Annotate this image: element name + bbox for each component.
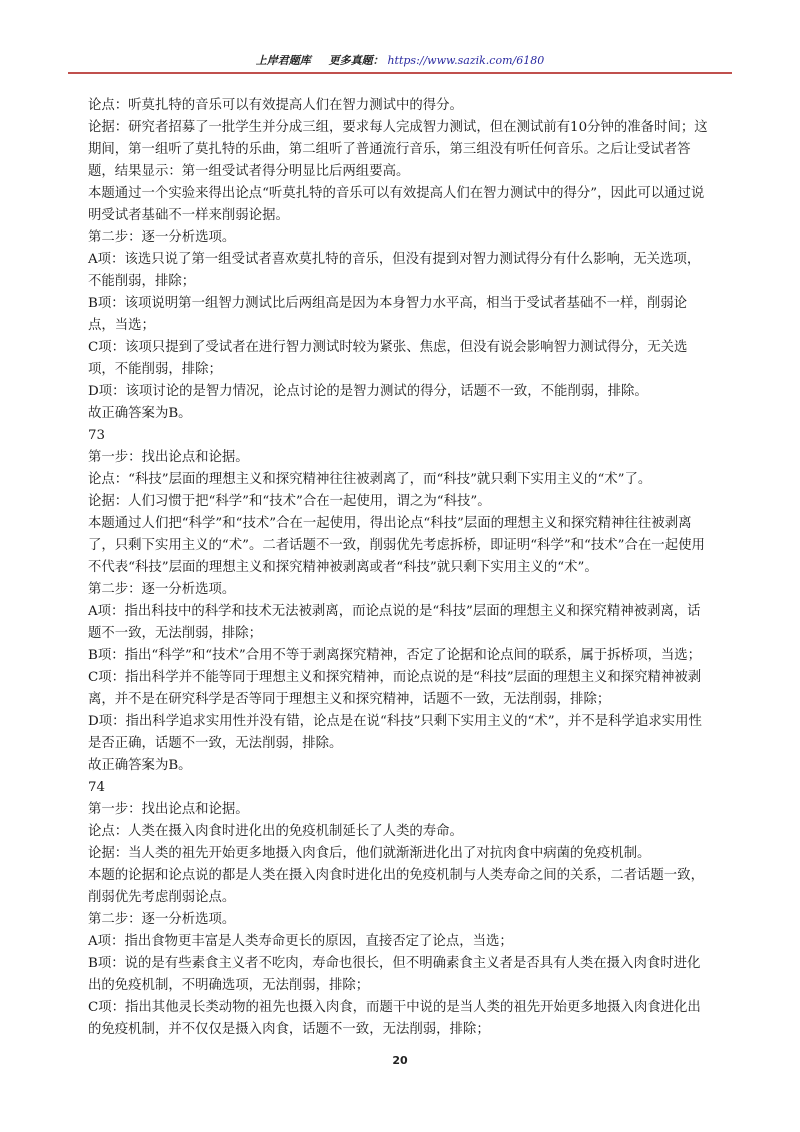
question-number: 74 (88, 780, 106, 795)
paragraph: 论点：“科技”层面的理想主义和探究精神往往被剥离了，而“科技”就只剩下实用主义的“术”了。 (88, 472, 652, 487)
paragraph: A项：指出科技中的科学和技术无法被剥离，而论点说的是“科技”层面的理想主义和探究精神被剥离，话题不一致，无法削弱，排除； (88, 604, 701, 641)
paragraph: 第二步：逐一分析选项。 (88, 582, 236, 597)
paragraph: 论据：当人类的祖先开始更多地摄入肉食后，他们就渐渐进化出了对抗肉食中病菌的免疫机制。 (88, 846, 651, 861)
paragraph: B项：该项说明第一组智力测试比后两组高是因为本身智力水平高，相当于受试者基础不一样，削弱论点，当选； (88, 296, 688, 333)
paragraph: 论点：人类在摄入肉食时进化出的免疫机制延长了人类的寿命。 (88, 824, 463, 839)
paragraph: 论据：人们习惯于把“科学”和“技术”合在一起使用，谓之为“科技”。 (88, 494, 491, 509)
paragraph: 第一步：找出论点和论据。 (88, 802, 249, 817)
paragraph: 第二步：逐一分析选项。 (88, 912, 236, 927)
header-link[interactable]: https://www.sazik.com/6180 (387, 54, 545, 67)
paragraph: C项：指出科学并不能等同于理想主义和探究精神，而论点说的是“科技”层面的理想主义和探究精神被剥离，并不是在研究科学是否等同于理想主义和探究精神，话题不一致，无法削弱，排除； (88, 670, 702, 707)
more-label: 更多真题： (328, 54, 384, 67)
paragraph: C项：该项只提到了受试者在进行智力测试时较为紧张、焦虑，但没有说会影响智力测试得分，无关选项，不能削弱，排除； (88, 340, 688, 377)
paragraph: 故正确答案为B。 (88, 758, 192, 773)
paragraph: C项：指出其他灵长类动物的祖先也摄入肉食，而题干中说的是当人类的祖先开始更多地摄入肉食进化出的免疫机制，并不仅仅是摄入肉食，话题不一致，无法削弱，排除； (88, 1000, 701, 1037)
document-body (88, 95, 712, 1041)
paragraph: A项：指出食物更丰富是人类寿命更长的原因，直接否定了论点，当选； (88, 934, 513, 949)
paragraph: 第二步：逐一分析选项。 (88, 230, 236, 245)
question-number: 73 (88, 428, 106, 443)
paragraph: 本题通过一个实验来得出论点“听莫扎特的音乐可以有效提高人们在智力测试中的得分”，因此可以通过说明受试者基础不一样来削弱论据。 (88, 186, 705, 223)
paragraph: B项：指出“科学”和“技术”合用不等于剥离探究精神，否定了论据和论点间的联系，属于拆桥项，当选； (88, 648, 702, 663)
paragraph: A项：该选只说了第一组受试者喜欢莫扎特的音乐，但没有提到对智力测试得分有什么影响，无关选项，不能削弱，排除； (88, 252, 701, 289)
header-rule (68, 72, 732, 74)
page-number: 20 (392, 1054, 408, 1067)
paragraph: 第一步：找出论点和论据。 (88, 450, 249, 465)
paragraph: 本题通过人们把“科学”和“技术”合在一起使用，得出论点“科技”层面的理想主义和探究精神往往被剥离了，只剩下实用主义的“术”。二者话题不一致，削弱优先考虑拆桥，即证明“科学”和“技术”合在一起使用不代表“科技”层面的理想主义和探究精神被剥离或者“科技”就只剩下实用主义的“术”。 (88, 516, 705, 575)
paragraph: B项：说的是有些素食主义者不吃肉，寿命也很长，但不明确素食主义者是否具有人类在摄入肉食时进化出的免疫机制，不明确选项，无法削弱，排除； (88, 956, 701, 993)
paragraph: 论点：听莫扎特的音乐可以有效提高人们在智力测试中的得分。 (88, 98, 463, 113)
paragraph: 论据：研究者招募了一批学生并分成三组，要求每人完成智力测试，但在测试前有10分钟的准备时间；这期间，第一组听了莫扎特的乐曲，第二组听了普通流行音乐，第三组没有听任何音乐。之后让受试者答题，结果显示：第一组受试者得分明显比后两组要高。 (88, 120, 708, 179)
paragraph: 故正确答案为B。 (88, 406, 192, 421)
page-header (0, 52, 800, 68)
paragraph: D项：指出科学追求实用性并没有错，论点是在说“科技”只剩下实用主义的“术”，并不是科学追求实用性是否正确，话题不一致，无法削弱，排除。 (88, 714, 702, 751)
site-name: 上岸君题库 (255, 54, 311, 67)
paragraph: D项：该项讨论的是智力情况，论点讨论的是智力测试的得分，话题不一致，不能削弱，排除。 (88, 384, 648, 399)
paragraph: 本题的论据和论点说的都是人类在摄入肉食时进化出的免疫机制与人类寿命之间的关系，二者话题一致，削弱优先考虑削弱论点。 (88, 868, 704, 905)
